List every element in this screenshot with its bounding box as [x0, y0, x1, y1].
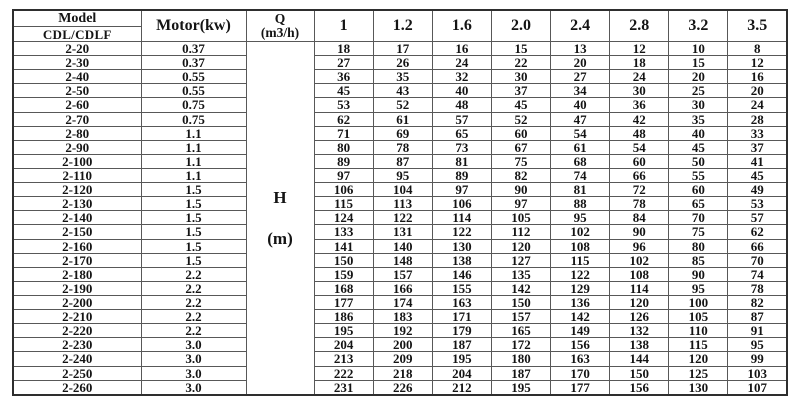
head-value-cell: 120	[669, 352, 728, 366]
head-value-cell: 150	[314, 253, 373, 267]
model-cell: 2-250	[13, 366, 141, 380]
head-value-cell: 144	[610, 352, 669, 366]
head-value-cell: 165	[491, 324, 550, 338]
head-value-cell: 41	[728, 154, 787, 168]
head-value-cell: 122	[551, 267, 610, 281]
head-value-cell: 75	[491, 154, 550, 168]
head-value-cell: 24	[728, 98, 787, 112]
head-value-cell: 114	[610, 281, 669, 295]
head-value-cell: 195	[432, 352, 491, 366]
head-value-cell: 62	[728, 225, 787, 239]
table-row	[13, 140, 787, 154]
head-value-cell: 48	[432, 98, 491, 112]
head-value-cell: 24	[432, 56, 491, 70]
motor-kw-cell: 2.2	[141, 295, 246, 309]
motor-kw-cell: 0.55	[141, 70, 246, 84]
head-value-cell: 78	[610, 197, 669, 211]
head-value-cell: 96	[610, 239, 669, 253]
head-value-cell: 24	[610, 70, 669, 84]
table-header	[13, 10, 787, 42]
model-cell: 2-50	[13, 84, 141, 98]
head-value-cell: 62	[314, 112, 373, 126]
model-cell: 2-160	[13, 239, 141, 253]
head-value-cell: 15	[491, 42, 550, 56]
head-value-cell: 27	[551, 70, 610, 84]
table-row	[13, 154, 787, 168]
model-cell: 2-150	[13, 225, 141, 239]
head-value-cell: 84	[610, 211, 669, 225]
head-value-cell: 48	[610, 126, 669, 140]
motor-kw-cell: 1.1	[141, 140, 246, 154]
head-value-cell: 66	[728, 239, 787, 253]
head-value-cell: 192	[373, 324, 432, 338]
head-value-cell: 25	[669, 84, 728, 98]
flow-rate-value-header: 1	[314, 10, 373, 42]
head-value-cell: 130	[432, 239, 491, 253]
model-cell: 2-120	[13, 183, 141, 197]
model-cell: 2-90	[13, 140, 141, 154]
head-value-cell: 34	[551, 84, 610, 98]
head-value-cell: 70	[728, 253, 787, 267]
head-value-cell: 150	[491, 295, 550, 309]
model-cell: 2-80	[13, 126, 141, 140]
head-value-cell: 87	[373, 154, 432, 168]
motor-kw-cell: 1.5	[141, 211, 246, 225]
table-row	[13, 225, 787, 239]
head-value-cell: 13	[551, 42, 610, 56]
head-value-cell: 45	[491, 98, 550, 112]
head-value-cell: 70	[669, 211, 728, 225]
head-value-cell: 177	[551, 380, 610, 395]
table-row	[13, 112, 787, 126]
head-value-cell: 8	[728, 42, 787, 56]
head-value-cell: 187	[432, 338, 491, 352]
head-value-cell: 179	[432, 324, 491, 338]
head-value-cell: 99	[728, 352, 787, 366]
pump-spec-table	[12, 9, 788, 396]
head-value-cell: 135	[491, 267, 550, 281]
model-series-label: CDL/CDLF	[13, 27, 141, 42]
flow-rate-symbol: Q	[274, 11, 286, 27]
head-value-cell: 90	[610, 225, 669, 239]
head-value-cell: 65	[669, 197, 728, 211]
head-value-cell: 95	[373, 168, 432, 182]
head-value-cell: 195	[314, 324, 373, 338]
head-value-cell: 209	[373, 352, 432, 366]
head-value-cell: 80	[314, 140, 373, 154]
motor-kw-cell: 2.2	[141, 310, 246, 324]
head-value-cell: 43	[373, 84, 432, 98]
model-cell: 2-230	[13, 338, 141, 352]
head-value-cell: 200	[373, 338, 432, 352]
head-value-cell: 100	[669, 295, 728, 309]
model-header-label: Model	[13, 10, 141, 27]
head-value-cell: 106	[432, 197, 491, 211]
model-cell: 2-190	[13, 281, 141, 295]
flow-rate-value-header: 1.2	[373, 10, 432, 42]
head-value-cell: 133	[314, 225, 373, 239]
head-value-cell: 180	[491, 352, 550, 366]
head-value-cell: 60	[491, 126, 550, 140]
table-row	[13, 380, 787, 395]
motor-kw-cell: 1.5	[141, 183, 246, 197]
model-cell: 2-260	[13, 380, 141, 395]
head-value-cell: 54	[610, 140, 669, 154]
head-value-cell: 105	[491, 211, 550, 225]
table-body	[13, 42, 787, 396]
head-value-cell: 66	[610, 168, 669, 182]
head-value-cell: 171	[432, 310, 491, 324]
table-row	[13, 168, 787, 182]
head-value-cell: 35	[669, 112, 728, 126]
table-row	[13, 56, 787, 70]
head-value-cell: 30	[610, 84, 669, 98]
flow-rate-value-header: 2.8	[610, 10, 669, 42]
motor-kw-cell: 1.1	[141, 154, 246, 168]
motor-kw-cell: 2.2	[141, 281, 246, 295]
head-value-cell: 120	[491, 239, 550, 253]
head-value-cell: 95	[728, 338, 787, 352]
head-value-cell: 82	[491, 168, 550, 182]
head-value-cell: 177	[314, 295, 373, 309]
table-row	[13, 98, 787, 112]
head-value-cell: 45	[669, 140, 728, 154]
table-row	[13, 183, 787, 197]
table-row	[13, 211, 787, 225]
head-value-cell: 33	[728, 126, 787, 140]
head-value-cell: 149	[551, 324, 610, 338]
head-value-cell: 115	[314, 197, 373, 211]
motor-kw-cell: 3.0	[141, 352, 246, 366]
head-value-cell: 155	[432, 281, 491, 295]
head-value-cell: 91	[728, 324, 787, 338]
model-cell: 2-240	[13, 352, 141, 366]
flow-rate-header	[246, 10, 314, 42]
table-row	[13, 70, 787, 84]
head-value-cell: 22	[491, 56, 550, 70]
model-cell: 2-110	[13, 168, 141, 182]
head-value-cell: 218	[373, 366, 432, 380]
head-value-cell: 53	[728, 197, 787, 211]
table-row	[13, 366, 787, 380]
head-value-cell: 129	[551, 281, 610, 295]
head-value-cell: 113	[373, 197, 432, 211]
head-value-cell: 138	[610, 338, 669, 352]
head-value-cell: 16	[432, 42, 491, 56]
model-cell: 2-180	[13, 267, 141, 281]
head-value-cell: 95	[551, 211, 610, 225]
motor-kw-cell: 3.0	[141, 380, 246, 395]
head-value-cell: 104	[373, 183, 432, 197]
head-value-cell: 28	[728, 112, 787, 126]
head-value-cell: 42	[610, 112, 669, 126]
head-value-cell: 20	[551, 56, 610, 70]
head-value-cell: 52	[373, 98, 432, 112]
head-value-cell: 35	[373, 70, 432, 84]
head-value-cell: 212	[432, 380, 491, 395]
flow-rate-value-header: 3.2	[669, 10, 728, 42]
head-value-cell: 37	[728, 140, 787, 154]
head-value-cell: 40	[551, 98, 610, 112]
head-value-cell: 168	[314, 281, 373, 295]
head-value-cell: 127	[491, 253, 550, 267]
head-value-cell: 108	[610, 267, 669, 281]
head-value-cell: 170	[551, 366, 610, 380]
head-value-cell: 148	[373, 253, 432, 267]
table-row	[13, 295, 787, 309]
table-row	[13, 310, 787, 324]
head-value-cell: 138	[432, 253, 491, 267]
head-value-cell: 67	[491, 140, 550, 154]
head-value-cell: 120	[610, 295, 669, 309]
motor-kw-cell: 3.0	[141, 366, 246, 380]
motor-kw-cell: 1.5	[141, 253, 246, 267]
head-value-cell: 131	[373, 225, 432, 239]
head-value-cell: 74	[551, 168, 610, 182]
head-value-cell: 108	[551, 239, 610, 253]
head-value-cell: 103	[728, 366, 787, 380]
model-cell: 2-130	[13, 197, 141, 211]
head-value-cell: 142	[551, 310, 610, 324]
head-value-cell: 141	[314, 239, 373, 253]
head-value-cell: 112	[491, 225, 550, 239]
head-value-cell: 231	[314, 380, 373, 395]
model-cell: 2-140	[13, 211, 141, 225]
head-value-cell: 74	[728, 267, 787, 281]
head-value-cell: 222	[314, 366, 373, 380]
head-value-cell: 50	[669, 154, 728, 168]
head-value-cell: 89	[432, 168, 491, 182]
head-value-cell: 97	[432, 183, 491, 197]
head-value-cell: 140	[373, 239, 432, 253]
head-value-cell: 72	[610, 183, 669, 197]
head-value-cell: 166	[373, 281, 432, 295]
head-value-cell: 204	[432, 366, 491, 380]
head-value-cell: 78	[373, 140, 432, 154]
table-row	[13, 352, 787, 366]
header-row-1	[13, 10, 787, 27]
motor-kw-cell: 0.75	[141, 98, 246, 112]
motor-kw-cell: 1.1	[141, 126, 246, 140]
head-value-cell: 30	[669, 98, 728, 112]
head-value-cell: 57	[432, 112, 491, 126]
head-value-cell: 136	[551, 295, 610, 309]
flow-rate-value-header: 2.4	[551, 10, 610, 42]
head-axis-symbol: H	[273, 188, 287, 207]
head-value-cell: 73	[432, 140, 491, 154]
head-value-cell: 10	[669, 42, 728, 56]
model-cell: 2-20	[13, 42, 141, 56]
head-value-cell: 55	[669, 168, 728, 182]
head-value-cell: 20	[669, 70, 728, 84]
head-value-cell: 53	[314, 98, 373, 112]
head-value-cell: 15	[669, 56, 728, 70]
head-value-cell: 183	[373, 310, 432, 324]
head-value-cell: 78	[728, 281, 787, 295]
flow-rate-value-header: 1.6	[432, 10, 491, 42]
head-value-cell: 52	[491, 112, 550, 126]
motor-kw-cell: 2.2	[141, 324, 246, 338]
head-value-cell: 57	[728, 211, 787, 225]
head-value-cell: 150	[610, 366, 669, 380]
head-value-cell: 157	[491, 310, 550, 324]
head-value-cell: 60	[669, 183, 728, 197]
head-value-cell: 26	[373, 56, 432, 70]
table-row	[13, 126, 787, 140]
head-value-cell: 163	[551, 352, 610, 366]
head-value-cell: 102	[551, 225, 610, 239]
head-value-cell: 82	[728, 295, 787, 309]
table-row	[13, 338, 787, 352]
head-value-cell: 204	[314, 338, 373, 352]
flow-rate-value-header: 2.0	[491, 10, 550, 42]
table-row	[13, 281, 787, 295]
head-value-cell: 115	[551, 253, 610, 267]
head-value-cell: 49	[728, 183, 787, 197]
head-value-cell: 36	[314, 70, 373, 84]
table-row	[13, 42, 787, 56]
head-value-cell: 105	[669, 310, 728, 324]
table-row	[13, 197, 787, 211]
motor-kw-cell: 0.37	[141, 42, 246, 56]
head-value-cell: 40	[669, 126, 728, 140]
motor-kw-cell: 0.37	[141, 56, 246, 70]
head-value-cell: 107	[728, 380, 787, 395]
head-value-cell: 81	[551, 183, 610, 197]
flow-rate-value-header: 3.5	[728, 10, 787, 42]
motor-kw-cell: 2.2	[141, 267, 246, 281]
head-value-cell: 32	[432, 70, 491, 84]
head-value-cell: 17	[373, 42, 432, 56]
head-value-cell: 226	[373, 380, 432, 395]
head-value-cell: 65	[432, 126, 491, 140]
head-axis-cell	[246, 42, 314, 396]
motor-kw-cell: 3.0	[141, 338, 246, 352]
head-value-cell: 110	[669, 324, 728, 338]
head-value-cell: 12	[610, 42, 669, 56]
head-value-cell: 18	[314, 42, 373, 56]
motor-kw-cell: 1.5	[141, 239, 246, 253]
head-value-cell: 195	[491, 380, 550, 395]
model-cell: 2-210	[13, 310, 141, 324]
motor-kw-cell: 1.5	[141, 197, 246, 211]
head-value-cell: 126	[610, 310, 669, 324]
head-value-cell: 89	[314, 154, 373, 168]
head-value-cell: 90	[669, 267, 728, 281]
head-value-cell: 163	[432, 295, 491, 309]
head-value-cell: 213	[314, 352, 373, 366]
model-cell: 2-100	[13, 154, 141, 168]
head-value-cell: 69	[373, 126, 432, 140]
head-value-cell: 85	[669, 253, 728, 267]
head-value-cell: 172	[491, 338, 550, 352]
head-value-cell: 125	[669, 366, 728, 380]
head-value-cell: 90	[491, 183, 550, 197]
head-value-cell: 60	[610, 154, 669, 168]
model-cell: 2-60	[13, 98, 141, 112]
motor-kw-cell: 0.55	[141, 84, 246, 98]
head-value-cell: 114	[432, 211, 491, 225]
head-value-cell: 68	[551, 154, 610, 168]
head-value-cell: 115	[669, 338, 728, 352]
head-value-cell: 16	[728, 70, 787, 84]
head-value-cell: 80	[669, 239, 728, 253]
head-value-cell: 124	[314, 211, 373, 225]
model-cell: 2-170	[13, 253, 141, 267]
head-value-cell: 30	[491, 70, 550, 84]
table-row	[13, 84, 787, 98]
table-row	[13, 324, 787, 338]
motor-kw-cell: 0.75	[141, 112, 246, 126]
flow-rate-unit: (m3/h)	[260, 25, 300, 40]
head-value-cell: 40	[432, 84, 491, 98]
head-value-cell: 45	[314, 84, 373, 98]
head-value-cell: 97	[491, 197, 550, 211]
head-value-cell: 130	[669, 380, 728, 395]
head-value-cell: 18	[610, 56, 669, 70]
model-cell: 2-70	[13, 112, 141, 126]
head-value-cell: 47	[551, 112, 610, 126]
head-value-cell: 87	[728, 310, 787, 324]
head-value-cell: 122	[432, 225, 491, 239]
head-value-cell: 132	[610, 324, 669, 338]
head-value-cell: 37	[491, 84, 550, 98]
motor-kw-header: Motor(kw)	[141, 10, 246, 42]
head-value-cell: 75	[669, 225, 728, 239]
model-cell: 2-40	[13, 70, 141, 84]
head-value-cell: 61	[373, 112, 432, 126]
head-value-cell: 156	[610, 380, 669, 395]
head-value-cell: 45	[728, 168, 787, 182]
head-value-cell: 156	[551, 338, 610, 352]
head-axis-unit: (m)	[267, 229, 293, 248]
head-value-cell: 157	[373, 267, 432, 281]
head-value-cell: 36	[610, 98, 669, 112]
head-value-cell: 71	[314, 126, 373, 140]
head-value-cell: 186	[314, 310, 373, 324]
model-cell: 2-30	[13, 56, 141, 70]
model-cell: 2-220	[13, 324, 141, 338]
head-value-cell: 122	[373, 211, 432, 225]
table-row	[13, 253, 787, 267]
head-value-cell: 81	[432, 154, 491, 168]
table-row	[13, 239, 787, 253]
head-value-cell: 12	[728, 56, 787, 70]
motor-kw-cell: 1.1	[141, 168, 246, 182]
head-value-cell: 174	[373, 295, 432, 309]
head-value-cell: 95	[669, 281, 728, 295]
head-value-cell: 159	[314, 267, 373, 281]
head-value-cell: 106	[314, 183, 373, 197]
pump-spec-table-container	[12, 9, 788, 396]
head-value-cell: 187	[491, 366, 550, 380]
head-value-cell: 142	[491, 281, 550, 295]
model-cell: 2-200	[13, 295, 141, 309]
head-value-cell: 146	[432, 267, 491, 281]
table-row	[13, 267, 787, 281]
head-value-cell: 88	[551, 197, 610, 211]
head-value-cell: 61	[551, 140, 610, 154]
head-value-cell: 97	[314, 168, 373, 182]
motor-kw-cell: 1.5	[141, 225, 246, 239]
head-value-cell: 20	[728, 84, 787, 98]
head-value-cell: 27	[314, 56, 373, 70]
head-value-cell: 54	[551, 126, 610, 140]
head-value-cell: 102	[610, 253, 669, 267]
